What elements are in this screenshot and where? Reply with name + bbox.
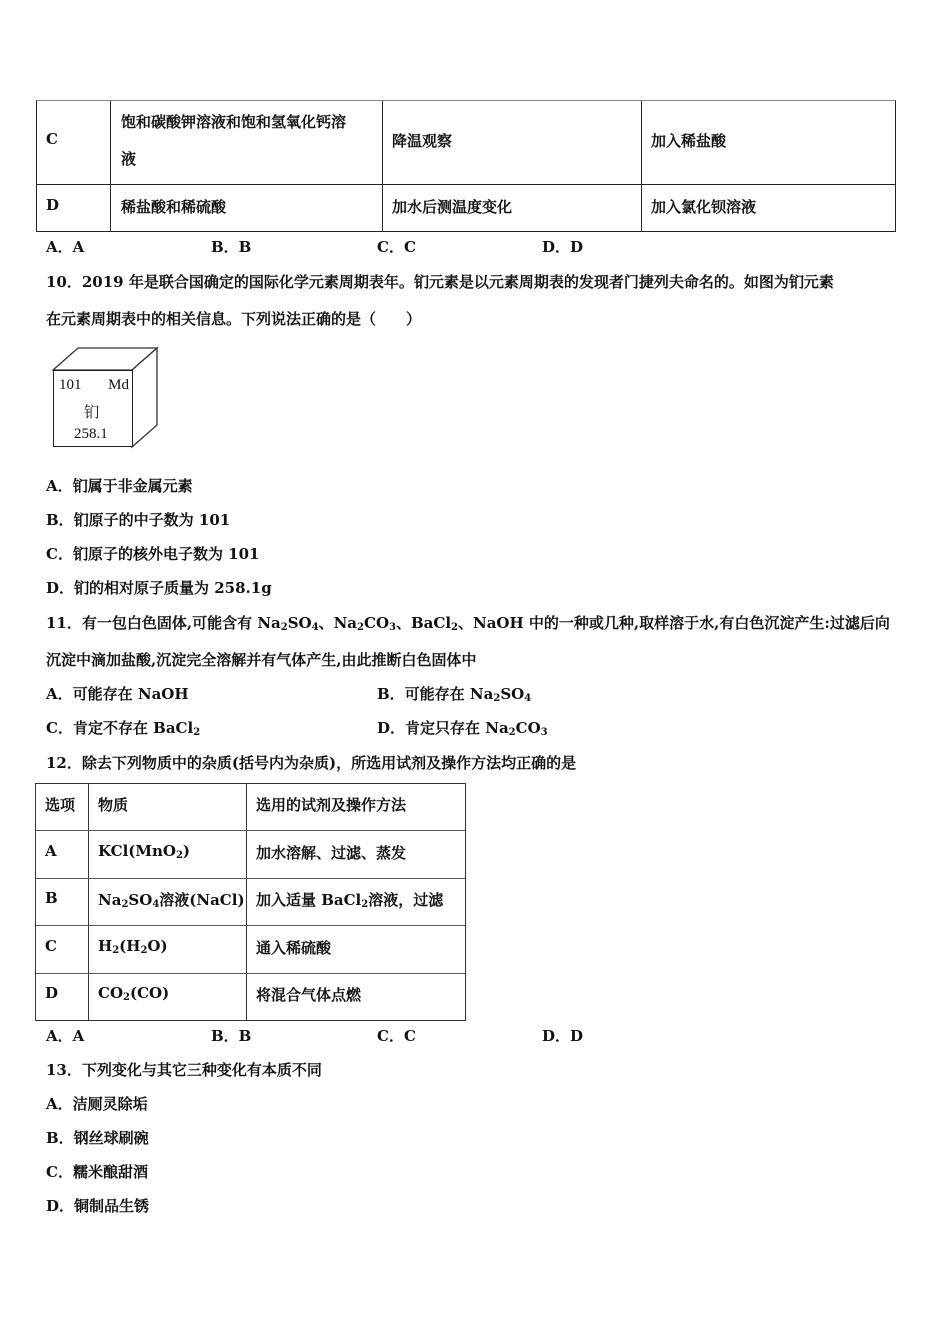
q10-stem-line1: 10．2019 年是联合国确定的国际化学元素周期表年。钔元素是以元素周期表的发现者门捷列夫命名的。如图为钔元素 (46, 273, 834, 291)
q11-option-c[interactable]: C．肯定不存在 BaCl$_2$ (46, 719, 201, 738)
table-cell-substance: 饱和碳酸钾溶液和饱和氢氧化钙溶 (121, 113, 347, 131)
atomic-number: 101 (59, 377, 82, 393)
q12-impurity-table (35, 783, 466, 1021)
q10-option-a[interactable]: A．钔属于非金属元素 (46, 477, 193, 495)
table-divider (641, 101, 642, 231)
q13-option-b[interactable]: B．钢丝球刷碗 (46, 1129, 149, 1147)
answer-option-b[interactable]: B．B (211, 1027, 252, 1045)
table-divider (36, 925, 465, 926)
table-cell-substance: 稀盐酸和稀硫酸 (121, 198, 227, 216)
q10-option-d[interactable]: D．钔的相对原子质量为 258.1g (46, 579, 272, 597)
q11-stem-line2: 沉淀中滴加盐酸,沉淀完全溶解并有气体产生,由此推断白色固体中 (46, 651, 477, 669)
q10-option-c[interactable]: C．钔原子的核外电子数为 101 (46, 545, 260, 563)
q11-stem-line1: 11．有一包白色固体,可能含有 $Na_2SO_4$、$Na_2CO_3$、BaCl$_2$、NaOH 中的一种或几种,取样溶于水,有白色沉淀产生:过滤后向 (46, 614, 890, 633)
table-cell-method: 加入适量 BaCl$_2$溶液，过滤 (256, 891, 444, 910)
table-cell-method1: 加水后测温度变化 (392, 198, 513, 216)
table-cell-option: D (45, 984, 59, 1002)
table-divider (382, 101, 383, 231)
answer-option-c[interactable]: C．C (377, 1027, 416, 1045)
q13-option-c[interactable]: C．糯米酿甜酒 (46, 1163, 148, 1181)
table-cell-substance: KCl(MnO$_2$) (98, 842, 191, 861)
q13-option-a[interactable]: A．洁厕灵除垢 (46, 1095, 148, 1113)
q12-stem: 12．除去下列物质中的杂质(括号内为杂质)，所选用试剂及操作方法均正确的是 (46, 754, 577, 772)
table-cell-option: C (45, 937, 57, 955)
table-cell-substance: $H_2(H_2O)$ (98, 937, 168, 956)
answer-option-c[interactable]: C．C (377, 238, 416, 256)
table-header-option: 选项 (45, 796, 76, 814)
answer-option-b[interactable]: B．B (211, 238, 252, 256)
table-cell-method: 加水溶解、过滤、蒸发 (256, 844, 407, 862)
table-header-substance: 物质 (98, 796, 129, 814)
table-divider (36, 973, 465, 974)
q10-stem-line2: 在元素周期表中的相关信息。下列说法正确的是（ ） (46, 310, 422, 328)
answer-option-d[interactable]: D．D (542, 238, 584, 256)
table-cell-option: B (45, 889, 58, 907)
atomic-mass: 258.1 (74, 426, 108, 442)
table-cell-substance-cont: 液 (121, 150, 137, 168)
q11-option-a[interactable]: A．可能存在 NaOH (46, 685, 189, 703)
table-divider (36, 830, 465, 831)
element-name: 钔 (84, 403, 100, 421)
q10-option-b[interactable]: B．钔原子的中子数为 101 (46, 511, 231, 529)
answer-option-a[interactable]: A．A (46, 1027, 85, 1045)
table-cell-substance: $CO_2(CO)$ (98, 984, 170, 1003)
table-cell-method2: 加入稀盐酸 (651, 132, 727, 150)
q11-option-d[interactable]: D．肯定只存在 $Na_2CO_3$ (377, 719, 548, 738)
element-card-mendelevium (53, 370, 133, 447)
table-cell-method: 将混合气体点燃 (256, 986, 362, 1004)
table-cell-option: C (46, 130, 58, 148)
table-cell-substance: $Na_2SO_4$溶液(NaCl) (98, 891, 245, 910)
table-divider (37, 184, 895, 185)
table-divider (246, 784, 247, 1020)
answer-option-d[interactable]: D．D (542, 1027, 584, 1045)
table-divider (110, 101, 111, 231)
table-divider (36, 878, 465, 879)
table-divider (88, 784, 89, 1020)
q11-option-b[interactable]: B．可能存在 $Na_2SO_4$ (377, 685, 532, 704)
element-symbol: Md (108, 377, 129, 393)
q9-comparison-table (36, 100, 896, 232)
q13-stem: 13．下列变化与其它三种变化有本质不同 (46, 1061, 322, 1079)
table-cell-method: 通入稀硫酸 (256, 939, 332, 957)
table-header-method: 选用的试剂及操作方法 (256, 796, 407, 814)
q13-option-d[interactable]: D．铜制品生锈 (46, 1197, 150, 1215)
table-cell-method1: 降温观察 (392, 132, 453, 150)
answer-option-a[interactable]: A．A (46, 238, 85, 256)
table-cell-option: D (46, 196, 60, 214)
table-cell-method2: 加入氯化钡溶液 (651, 198, 757, 216)
table-cell-option: A (45, 842, 57, 860)
